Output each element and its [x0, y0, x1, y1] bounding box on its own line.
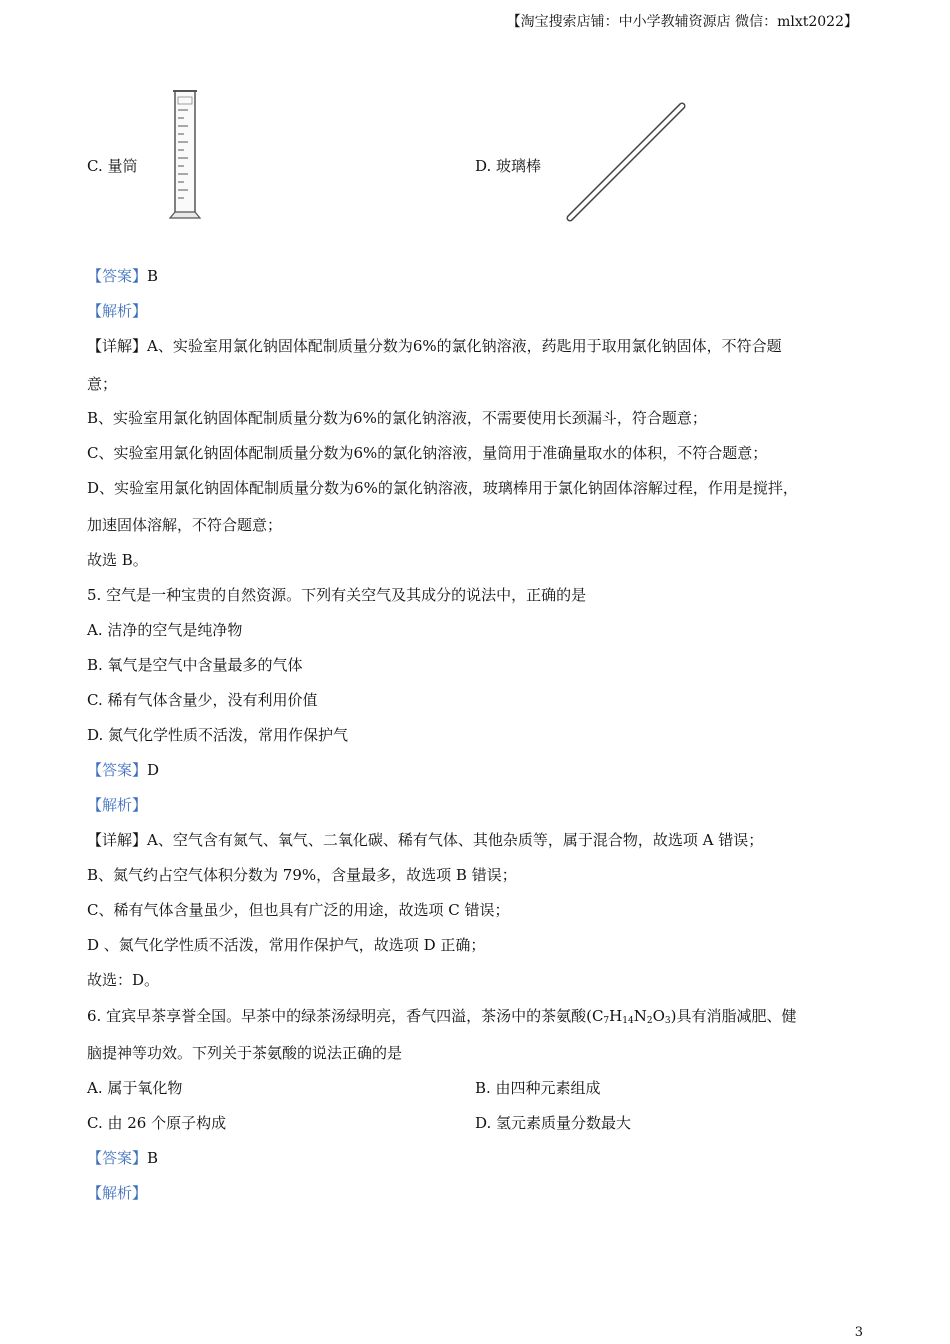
q5-detail-b: B、氮气约占空气体积分数为 79%，含量最多，故选项 B 错误； — [87, 866, 517, 884]
page-header: 【淘宝搜索店铺：中小学教辅资源店 微信：mlxt2022】 — [506, 14, 858, 30]
q6-stem-line2: 脑提神等功效。下列关于茶氨酸的说法正确的是 — [87, 1044, 403, 1062]
q4-conclusion: 故选 B。 — [87, 551, 148, 569]
formula-theanine — [592, 1007, 671, 1025]
q6-analysis-tag: 【解析】 — [87, 1184, 148, 1202]
q4-detail-d-line1: D、实验室用氯化钠固体配制质量分数为6%的氯化钠溶液，玻璃棒用于氯化钠固体溶解过程，作用是搅拌， — [87, 479, 798, 497]
q5-answer — [87, 760, 159, 780]
answer-tag: 【答案】 — [87, 761, 148, 779]
q5-option-a: A. 洁净的空气是纯净物 — [87, 621, 243, 639]
q4-option-d: D. 玻璃棒 — [475, 157, 542, 175]
answer-value: B — [147, 1149, 159, 1167]
q4-detail-a-line1 — [87, 336, 782, 356]
detail-tag: 【详解】 — [87, 337, 148, 355]
q5-option-d: D. 氮气化学性质不活泼，常用作保护气 — [87, 726, 349, 744]
answer-tag: 【答案】 — [87, 267, 148, 285]
q6-answer — [87, 1148, 158, 1168]
glass-rod-image — [562, 98, 690, 226]
detail-text: A、空气含有氮气、氧气、二氧化碳、稀有气体、其他杂质等，属于混合物，故选项 A 错误； — [147, 831, 764, 849]
stem-text: 6. 宜宾早茶享誉全国。早茶中的绿茶汤绿明亮，香气四溢，茶汤中的茶氨酸( — [87, 1007, 592, 1025]
page-number: 3 — [854, 1325, 863, 1340]
graduated-cylinder-image — [166, 88, 206, 220]
formula-n: N — [633, 1007, 647, 1025]
q5-stem: 5. 空气是一种宝贵的自然资源。下列有关空气及其成分的说法中，正确的是 — [87, 586, 587, 604]
formula-o-sub: 3 — [664, 1016, 671, 1026]
stem-text: )具有消脂减肥、健 — [670, 1007, 797, 1025]
q4-analysis-tag: 【解析】 — [87, 302, 148, 320]
formula-h-sub: 14 — [622, 1016, 634, 1026]
detail-tag: 【详解】 — [87, 831, 148, 849]
q5-conclusion: 故选：D。 — [87, 971, 160, 989]
q4-detail-d-line2: 加速固体溶解，不符合题意； — [87, 516, 283, 534]
formula-c-sub: 7 — [603, 1016, 610, 1026]
formula-o: O — [652, 1007, 665, 1025]
q6-stem-line1 — [87, 1006, 796, 1026]
answer-tag: 【答案】 — [87, 1149, 148, 1167]
q5-detail-d: D 、氮气化学性质不活泼，常用作保护气，故选项 D 正确； — [87, 936, 486, 954]
answer-value: B — [147, 267, 159, 285]
q6-option-d: D. 氢元素质量分数最大 — [475, 1114, 632, 1132]
q6-option-c: C. 由 26 个原子构成 — [87, 1114, 227, 1132]
q4-answer — [87, 266, 158, 286]
answer-value: D — [147, 761, 160, 779]
q5-option-b: B. 氧气是空气中含量最多的气体 — [87, 656, 303, 674]
q5-analysis-tag: 【解析】 — [87, 796, 148, 814]
formula-c: C — [591, 1007, 604, 1025]
detail-text: A、实验室用氯化钠固体配制质量分数为6%的氯化钠溶液，药匙用于取用氯化钠固体，不符合题 — [147, 337, 782, 355]
q4-detail-c: C、实验室用氯化钠固体配制质量分数为6%的氯化钠溶液，量筒用于准确量取水的体积，不符合题意； — [87, 444, 768, 462]
q4-detail-b: B、实验室用氯化钠固体配制质量分数为6%的氯化钠溶液，不需要使用长颈漏斗，符合题意； — [87, 409, 707, 427]
q5-detail-c: C、稀有气体含量虽少，但也具有广泛的用途，故选项 C 错误； — [87, 901, 510, 919]
formula-n-sub: 2 — [646, 1016, 653, 1026]
q5-detail-a — [87, 830, 763, 850]
q6-option-b: B. 由四种元素组成 — [475, 1079, 601, 1097]
formula-h: H — [609, 1007, 623, 1025]
q5-option-c: C. 稀有气体含量少，没有利用价值 — [87, 691, 318, 709]
q4-detail-a-line2: 意； — [87, 375, 118, 393]
q6-option-a: A. 属于氧化物 — [87, 1079, 183, 1097]
q4-option-c: C. 量筒 — [87, 157, 138, 175]
